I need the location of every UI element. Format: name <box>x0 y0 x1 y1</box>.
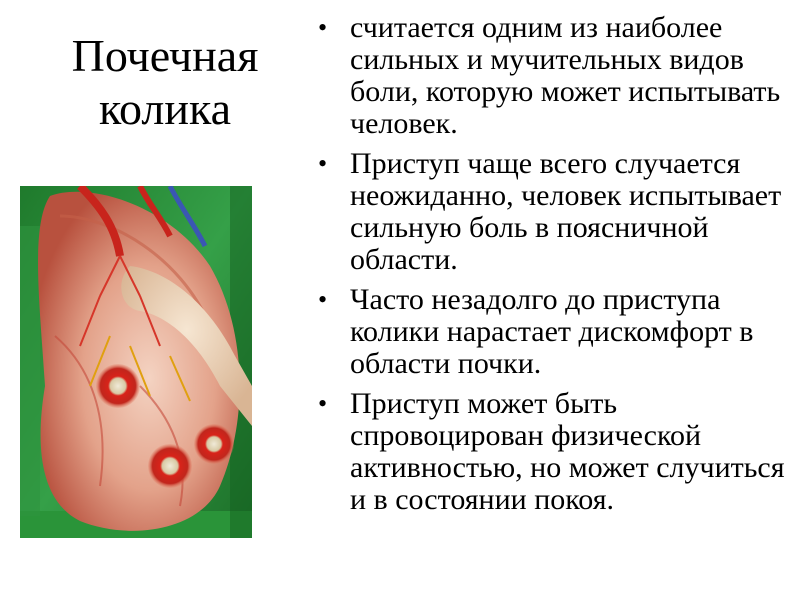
bullet-text: Приступ может быть спровоцирован физической активностью, но может случиться и в состоянии покоя. <box>350 387 785 516</box>
slide-title <box>30 30 300 136</box>
bullet-marker: • <box>318 389 328 418</box>
bullet-item <box>306 148 786 276</box>
bullet-text: Приступ чаще всего случается неожиданно, человек испытывает сильную боль в поясничной области. <box>350 147 782 276</box>
bullet-text: считается одним из наиболее сильных и мучительных видов боли, которую может испытывать человек. <box>350 11 781 140</box>
bullet-marker: • <box>318 285 328 314</box>
bullet-marker: • <box>318 13 328 42</box>
title-line-2: колика <box>98 82 232 134</box>
bullet-marker: • <box>318 149 328 178</box>
bullet-text: Часто незадолго до приступа колики нарастает дискомфорт в области почки. <box>350 283 754 380</box>
kidney-illustration <box>20 186 252 538</box>
bullet-item <box>306 284 786 380</box>
bullet-item <box>306 12 786 140</box>
title-line-1: Почечная <box>71 30 259 81</box>
bullet-item <box>306 388 786 516</box>
bullet-list <box>306 12 786 524</box>
